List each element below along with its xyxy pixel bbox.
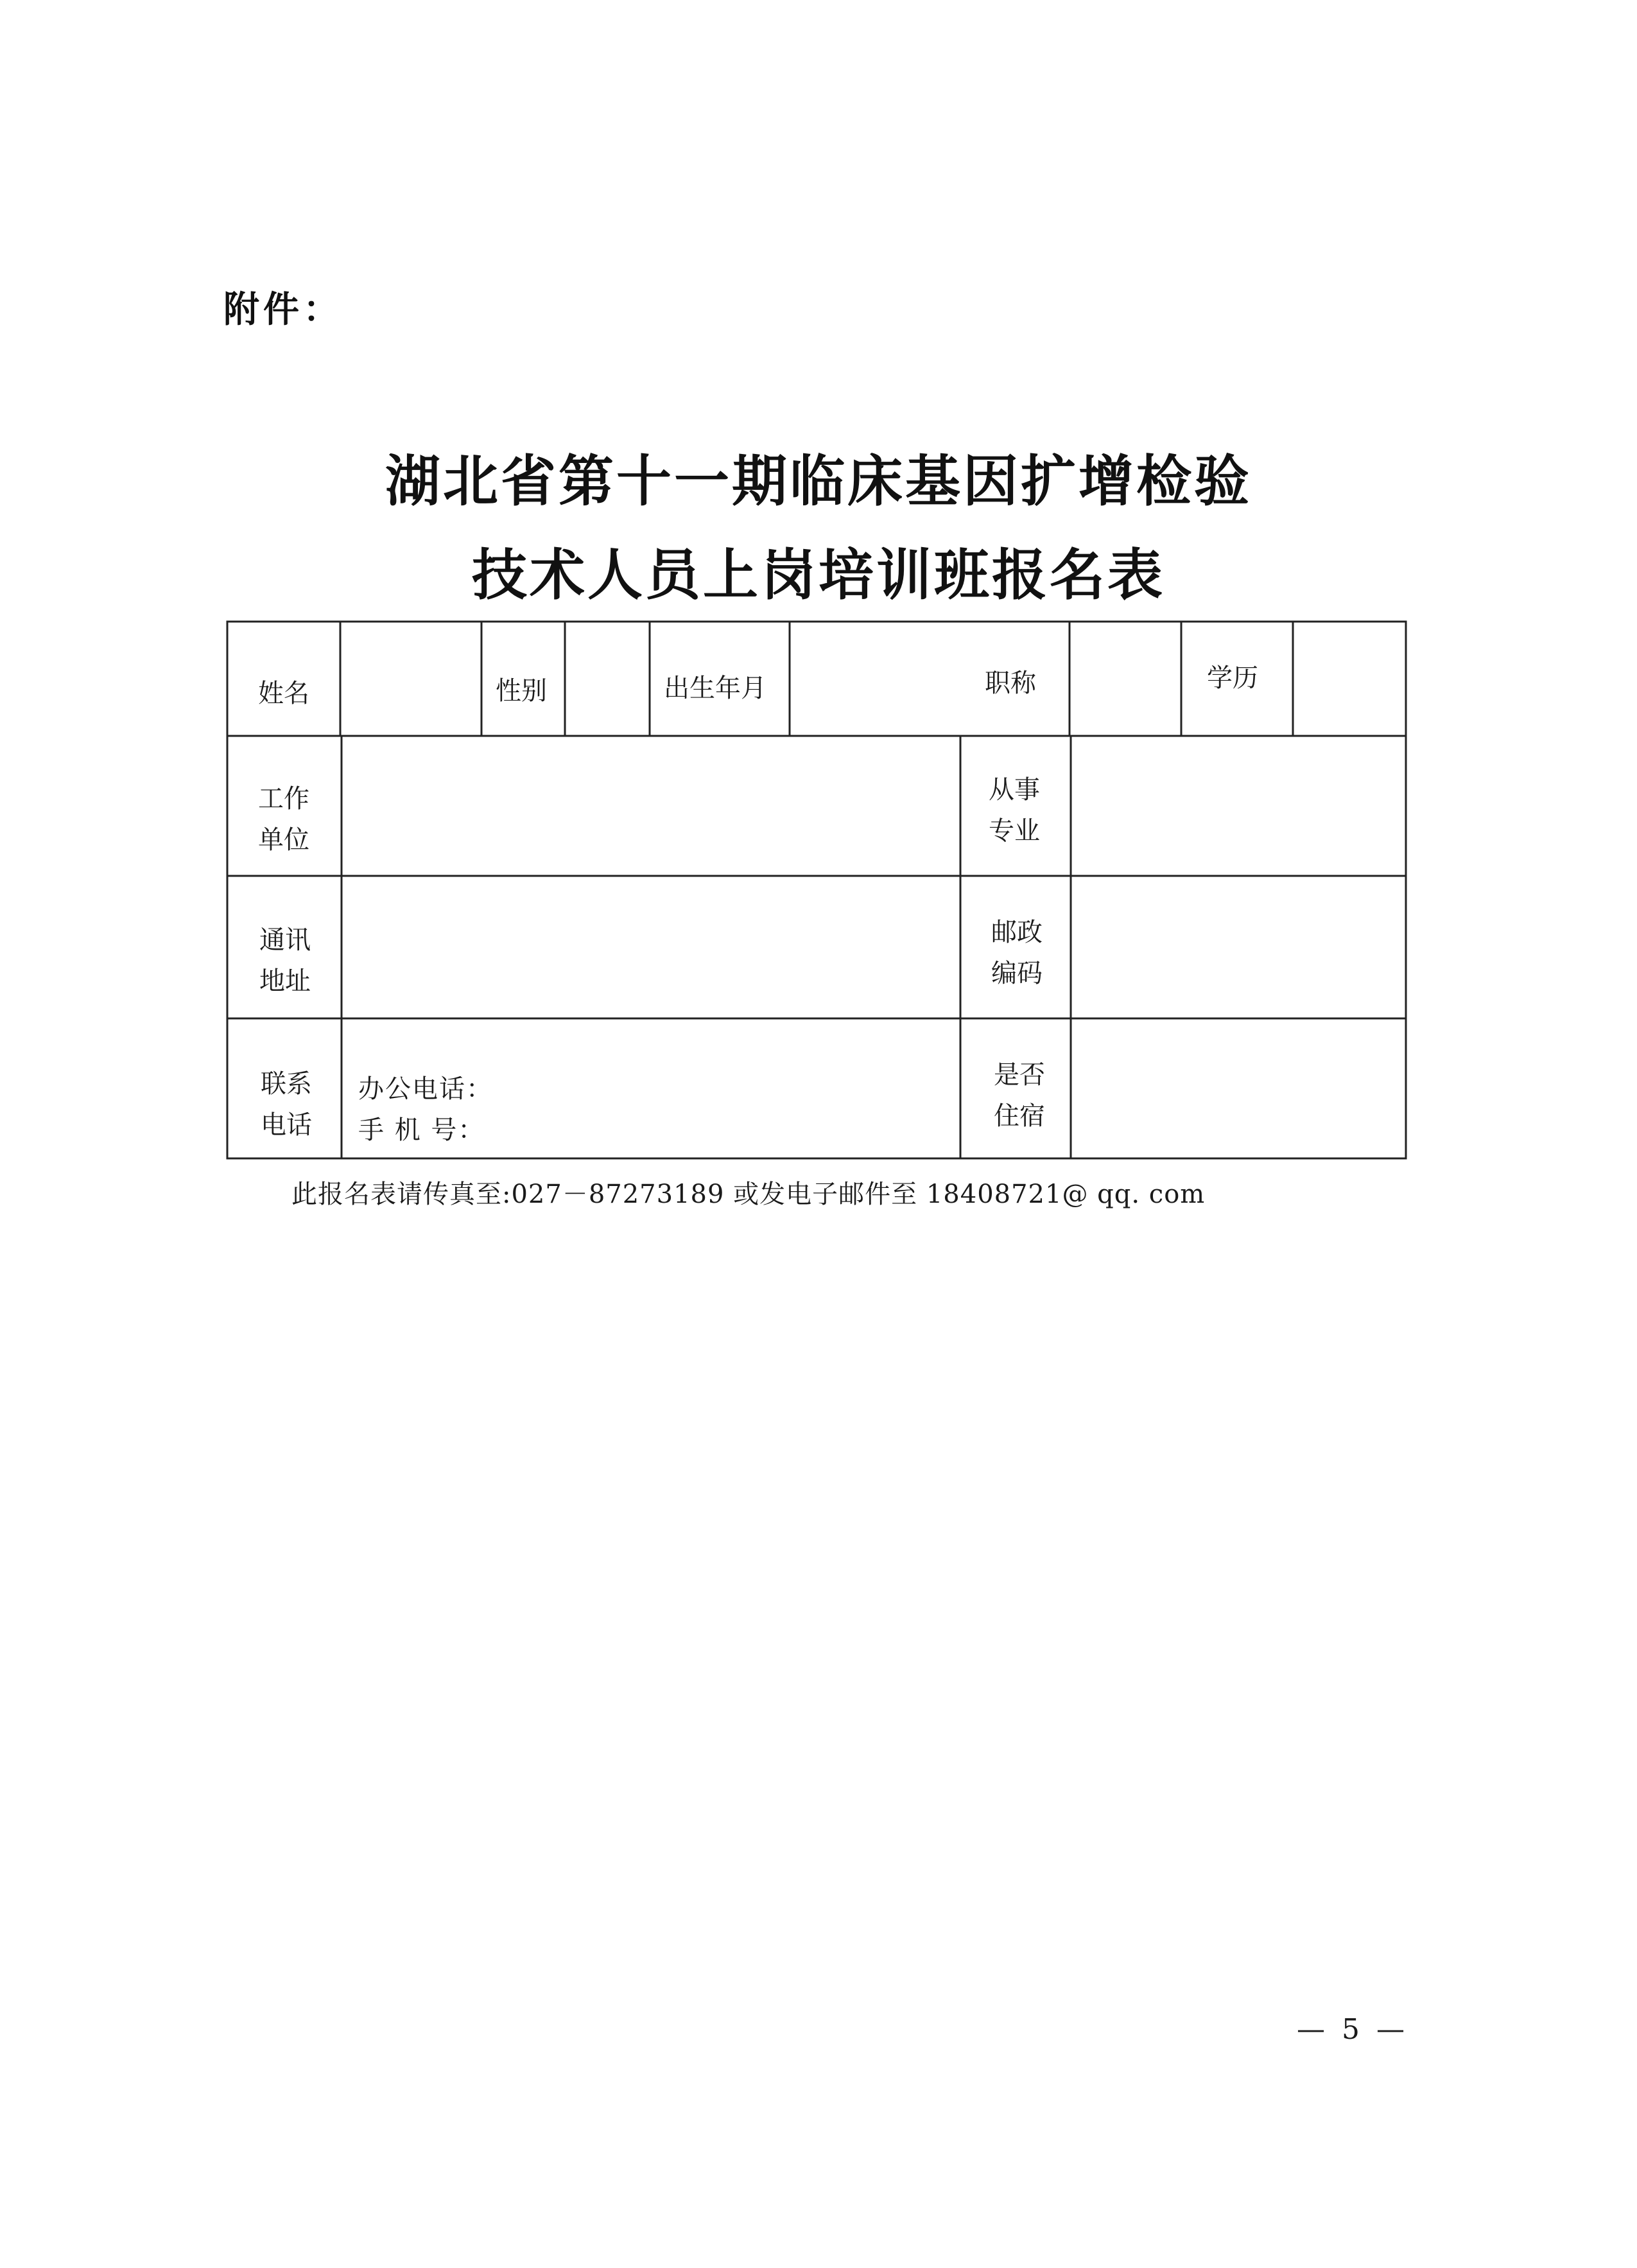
label-education: 学历 <box>1207 663 1258 693</box>
label-specialty <box>989 769 1040 851</box>
label-mailing-address <box>259 920 311 1002</box>
office-phone-label: 办公电话： <box>358 1074 493 1104</box>
label-postcode-line2: 编码 <box>991 959 1043 988</box>
label-address-line2: 地址 <box>259 966 311 996</box>
attachment-label: 附件： <box>223 289 343 331</box>
label-phone-line1: 联系 <box>261 1069 312 1099</box>
label-address-line1: 通讯 <box>259 925 311 955</box>
label-name: 姓名 <box>258 679 309 708</box>
submission-footnote: 此报名表请传真至:027－87273189 或发电子邮件至 18408721@ qq. com <box>291 1180 1206 1209</box>
label-professional-title: 职称 <box>985 668 1036 698</box>
form-title-line2: 技术人员上岗培训班报名表 <box>472 543 1165 607</box>
label-workplace <box>258 778 309 860</box>
label-workplace-line2: 单位 <box>258 825 309 855</box>
page-number: — 5 — <box>1297 2013 1408 2046</box>
label-phone-line2: 电话 <box>261 1110 312 1140</box>
label-lodging-line2: 住宿 <box>994 1101 1045 1131</box>
label-postcode <box>991 912 1043 994</box>
form-title-line1: 湖北省第十一期临床基因扩增检验 <box>385 449 1252 514</box>
label-contact-phone <box>261 1063 312 1146</box>
label-birth-date: 出生年月 <box>664 674 767 703</box>
label-postcode-line1: 邮政 <box>991 918 1043 947</box>
label-specialty-line1: 从事 <box>989 775 1040 805</box>
label-workplace-line1: 工作 <box>258 784 309 814</box>
label-specialty-line2: 专业 <box>989 816 1040 846</box>
label-lodging-line1: 是否 <box>994 1060 1045 1090</box>
label-gender: 性别 <box>496 676 547 706</box>
label-accommodation <box>994 1054 1045 1137</box>
mobile-number-label: 手 机 号： <box>358 1115 485 1145</box>
